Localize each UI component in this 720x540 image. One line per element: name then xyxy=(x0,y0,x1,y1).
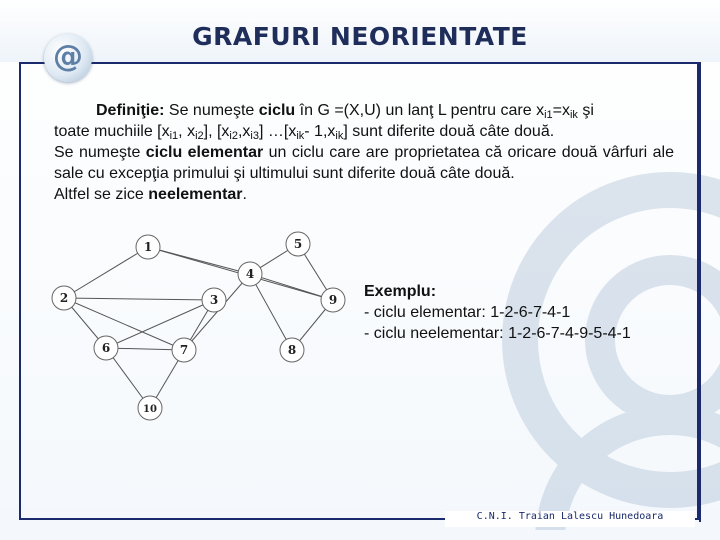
graph-node-8 xyxy=(280,338,304,362)
at-logo-icon xyxy=(44,34,92,82)
subscript: ik xyxy=(569,109,578,121)
graph-node-2 xyxy=(52,286,76,310)
graph-node-5 xyxy=(286,232,310,256)
subscript: i1 xyxy=(169,130,179,142)
term-ciclu-elementar: ciclu elementar xyxy=(145,144,264,161)
subscript: i2 xyxy=(195,130,204,142)
graph-node-4 xyxy=(238,262,262,286)
definition-text: toate muchiile [x xyxy=(54,123,170,140)
graph-node-1 xyxy=(136,235,160,259)
term-ciclu: ciclu xyxy=(258,102,296,119)
graph-node-3 xyxy=(202,288,226,312)
graph-node-10 xyxy=(138,396,162,420)
subscript: ik xyxy=(335,130,344,142)
definition-text: Altfel se zice xyxy=(54,186,149,203)
definition-text: - 1,x xyxy=(304,123,336,140)
graph-edge-1-2 xyxy=(64,247,148,298)
graph-node-label: 6 xyxy=(101,341,111,355)
subscript: i2 xyxy=(229,130,238,142)
graph-node-9 xyxy=(321,288,345,312)
definition-text: , x xyxy=(178,123,196,140)
subscript: ik xyxy=(296,130,305,142)
graph-node-label: 8 xyxy=(287,343,297,357)
graph-edge-2-7 xyxy=(64,298,184,350)
definition-text: =x xyxy=(552,102,570,119)
logo-glyph: @ xyxy=(53,39,83,74)
definition-text: ] sunt diferite două câte două. xyxy=(343,123,555,140)
slide-title: GRAFURI NEORIENTATE xyxy=(192,22,528,51)
subscript: i3 xyxy=(250,130,259,142)
graph-node-label: 3 xyxy=(209,293,219,307)
graph-diagram xyxy=(40,222,360,432)
definition-text: şi xyxy=(577,102,594,119)
example-row-elementar: - ciclu elementar: 1-2-6-7-4-1 xyxy=(364,304,571,321)
definition-label: Definiţie: xyxy=(96,102,165,119)
graph-node-label: 4 xyxy=(245,267,255,281)
definition-text: un ciclu care are proprietatea că oricare două vârfuri ale sale cu excepţia primului şi ultimului sunt diferite două câte două. xyxy=(54,144,674,182)
definition-text: Se numeşte xyxy=(164,102,259,119)
subscript: i1 xyxy=(544,109,553,121)
definition-text: în G =(X,U) un lanţ L pentru care x xyxy=(295,102,545,119)
graph-node-6 xyxy=(94,336,118,360)
graph-node-label: 1 xyxy=(143,240,153,254)
example-block xyxy=(364,281,704,344)
definition-block xyxy=(54,100,674,205)
graph-edge-2-3 xyxy=(64,298,214,300)
graph-node-label: 2 xyxy=(59,291,69,305)
definition-text: Se numeşte xyxy=(54,144,146,161)
definition-paragraph xyxy=(54,100,674,205)
definition-text: ,x xyxy=(237,123,251,140)
definition-text: ], [x xyxy=(203,123,230,140)
definition-text: . xyxy=(242,186,247,203)
graph-edge-3-6 xyxy=(106,300,214,348)
graph-node-label: 9 xyxy=(328,293,338,307)
graph-node-label: 10 xyxy=(143,404,157,415)
graph-node-label: 7 xyxy=(179,343,189,357)
definition-text: ] …[x xyxy=(258,123,297,140)
example-row-neelementar: - ciclu neelementar: 1-2-6-7-4-9-5-4-1 xyxy=(364,325,631,342)
graph-node-label: 5 xyxy=(293,237,303,251)
footer-school-name: C.N.I. Traian Lalescu Hunedoara xyxy=(445,511,695,527)
example-title: Exemplu: xyxy=(364,283,437,300)
graph-node-7 xyxy=(172,338,196,362)
term-neelementar: neelementar xyxy=(148,186,243,203)
